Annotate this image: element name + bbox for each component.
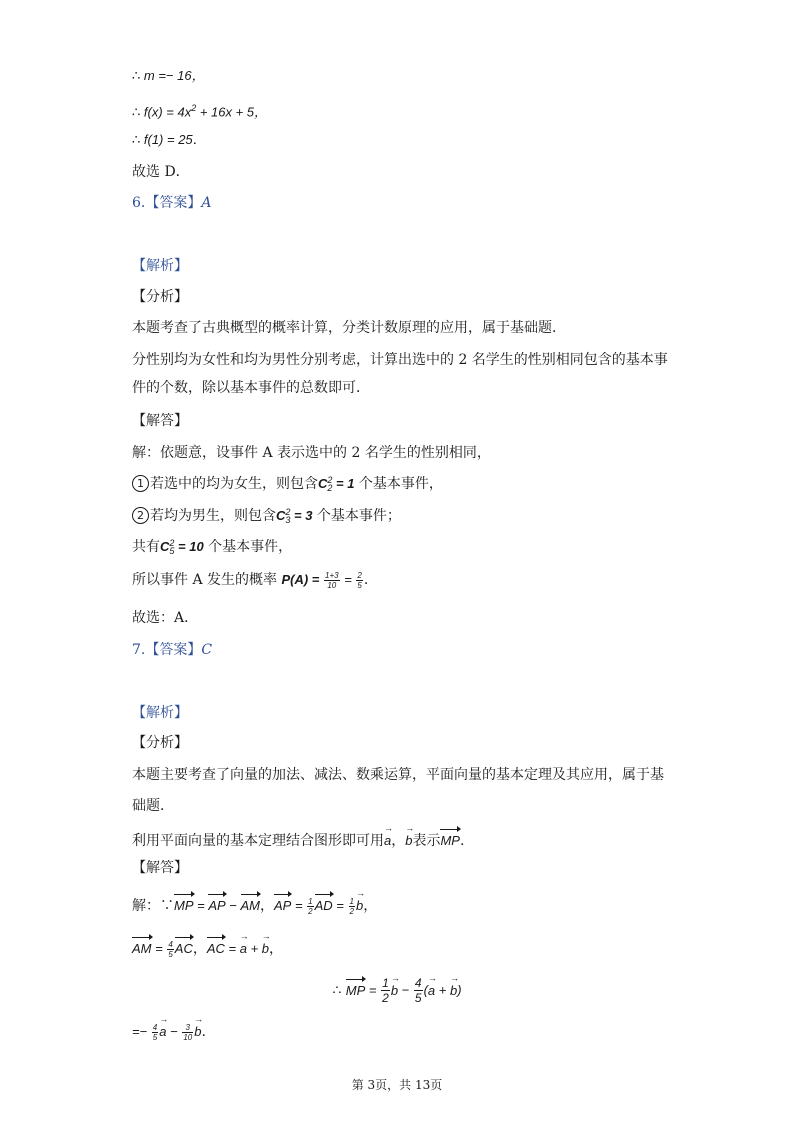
q7-answer-heading: 7.【答案】C — [132, 642, 213, 658]
q7-fenxi-heading: 【分析】 — [132, 735, 188, 751]
fraction-4-10: $\frac{1+3}{10}$ — [325, 570, 339, 590]
q7-paragraph-2: 利用平面向量的基本定理结合图形即可用→ a，→ b表示MP. — [132, 827, 464, 851]
q6-solution-line-2: 1 若选中的均为女生，则包含C 2 2 = 1 个基本事件， — [132, 474, 443, 494]
q6-jieda-heading: 【解答】 — [132, 413, 188, 429]
q7-jieda-heading: 【解答】 — [132, 860, 188, 876]
circled-number-1: 1 — [132, 475, 149, 492]
binom-c52: C 2 5 = 10 — [160, 538, 204, 556]
line-fx-expression: ∴ $f(x) = 4x^2 + 16x + 5$， — [132, 103, 268, 120]
q7-paragraph-1a: 本题主要考查了向量的加法、减法、数乘运算，平面向量的基本定理及其应用，属于基 — [132, 767, 664, 783]
q6-fenxi-heading: 【分析】 — [132, 289, 188, 305]
circled-number-2: 2 — [132, 507, 149, 524]
q6-solution-line-1: 解：依题意，设事件 A 表示选中的 2 名学生的性别相同， — [132, 445, 491, 461]
q7-jiexi-heading: 【解析】 — [132, 705, 188, 721]
q6-solution-line-4: 共有C 2 5 = 10 个基本事件， — [132, 538, 293, 556]
q7-paragraph-1b: 础题． — [132, 798, 174, 814]
fraction-2-5: $\frac{2}{5}$ — [357, 570, 362, 590]
page-footer: 第 3页，共 13页 — [351, 1078, 443, 1092]
q6-conclusion: 故选：A． — [132, 610, 199, 626]
line-m-value: ∴ m =− 16， — [132, 68, 205, 83]
binom-c22: C 2 2 = 1 — [318, 475, 355, 493]
q6-solution-line-5: 所以事件 A 发生的概率 P(A) = $\frac{1+3}{10}$ = $\frac{2}{5}$ . — [132, 570, 369, 590]
q6-solution-line-3: 2 若均为男生，则包含C 2 3 = 3 个基本事件； — [132, 506, 401, 526]
q6-paragraph-2b: 件的个数，除以基本事件的总数即可． — [132, 380, 370, 396]
q6-answer-heading: 6.【答案】A — [132, 195, 212, 211]
binom-c32: C 2 3 = 3 — [276, 507, 313, 525]
line-choose-d: 故选 D． — [132, 164, 190, 180]
line-f1-value: ∴ f(1) = 25． — [132, 132, 206, 147]
q6-paragraph-2a: 分性别均为女性和均为男性分别考虑，计算出选中的 2 名学生的性别相同包含的基本事 — [132, 352, 668, 368]
q7-solution-line-4: =− $\frac{4}{5}$ → a − $\frac{3}{10}$ → b. — [132, 1018, 206, 1042]
q6-paragraph-1: 本题考查了古典概型的概率计算，分类计数原理的应用，属于基础题． — [132, 320, 566, 336]
q7-solution-line-2: AM = $\frac{4}{5}$ AC，AC = → a + → b， — [132, 935, 283, 959]
q6-jiexi-heading: 【解析】 — [132, 258, 188, 274]
q7-solution-line-1: 解：∵MP = AP − AM，AP = $\frac{1}{2}$ AD = $\frac{1}{2}$ → b， — [132, 892, 377, 916]
q7-solution-line-3: ∴ MP = $\frac{1}{2}$ → b − $\frac{4}{5}$ (→ a + → b) — [0, 976, 794, 1005]
